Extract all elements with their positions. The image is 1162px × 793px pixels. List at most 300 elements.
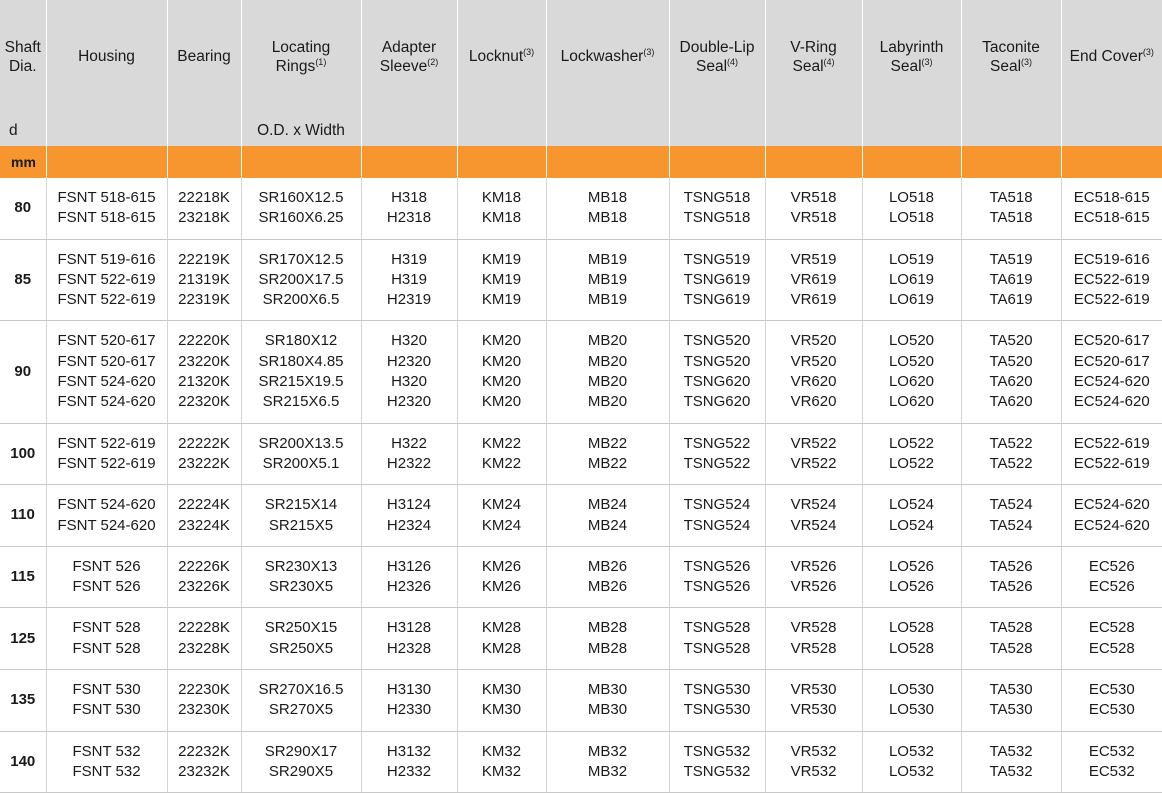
cell-value: H2322 <box>362 454 457 474</box>
cell-value: TSNG522 <box>670 434 765 454</box>
cell-value: MB20 <box>547 352 669 372</box>
column-header-adapter <box>361 0 457 146</box>
table-cell-labyrinth <box>862 423 961 485</box>
cell-value: KM22 <box>458 454 546 474</box>
cell-value: TSNG532 <box>670 762 765 782</box>
cell-value: FSNT 519-616 <box>47 250 167 270</box>
cell-value: LO522 <box>863 454 961 474</box>
cell-value: TSNG520 <box>670 352 765 372</box>
unit-cell <box>1061 146 1162 178</box>
cell-value: H2332 <box>362 762 457 782</box>
shaft-diameter: 110 <box>0 485 46 547</box>
table-cell-bearing <box>167 670 241 732</box>
table-cell-lockwasher <box>546 608 669 670</box>
cell-value: 22222K <box>168 434 241 454</box>
table-cell-taconite <box>961 670 1061 732</box>
cell-value: H2330 <box>362 700 457 720</box>
table-cell-lockwasher <box>546 423 669 485</box>
column-header-label <box>242 0 361 76</box>
table-cell-adapter <box>361 731 457 793</box>
table-cell-labyrinth <box>862 485 961 547</box>
cell-value: FSNT 524-620 <box>47 516 167 536</box>
cell-value: MB32 <box>547 762 669 782</box>
table-cell-locknut <box>457 670 546 732</box>
cell-value: EC524-620 <box>1062 516 1162 536</box>
cell-value: FSNT 522-619 <box>47 454 167 474</box>
column-header-lockwasher <box>546 0 669 146</box>
cell-value: 23230K <box>168 700 241 720</box>
cell-value: EC524-620 <box>1062 372 1162 392</box>
unit-cell <box>361 146 457 178</box>
table-cell-lockwasher <box>546 670 669 732</box>
cell-value: KM32 <box>458 762 546 782</box>
shaft-diameter: 140 <box>0 731 46 793</box>
unit-cell <box>241 146 361 178</box>
column-header-shaft <box>0 0 46 146</box>
cell-value: MB24 <box>547 516 669 536</box>
table-cell-adapter <box>361 485 457 547</box>
cell-value: VR524 <box>766 516 862 536</box>
cell-value: TSNG520 <box>670 331 765 351</box>
cell-value: FSNT 526 <box>47 557 167 577</box>
cell-value: KM26 <box>458 557 546 577</box>
table-cell-taconite <box>961 485 1061 547</box>
cell-value: LO619 <box>863 270 961 290</box>
table-cell-locknut <box>457 423 546 485</box>
cell-value: EC526 <box>1062 577 1162 597</box>
table-cell-locating <box>241 239 361 321</box>
cell-value: SR215X5 <box>242 516 361 536</box>
table-cell-adapter <box>361 546 457 608</box>
table-cell-doublelip <box>669 731 765 793</box>
cell-value: 21319K <box>168 270 241 290</box>
cell-value: H320 <box>362 331 457 351</box>
cell-value: MB19 <box>547 290 669 310</box>
cell-value: TA619 <box>962 270 1061 290</box>
cell-value: SR170X12.5 <box>242 250 361 270</box>
unit-cell <box>46 146 167 178</box>
header-row <box>0 0 1162 146</box>
table-cell-locating <box>241 423 361 485</box>
cell-value: TSNG528 <box>670 618 765 638</box>
header-line: Dia. <box>0 57 46 76</box>
cell-value: LO519 <box>863 250 961 270</box>
cell-value: TA530 <box>962 700 1061 720</box>
cell-value: 23228K <box>168 639 241 659</box>
cell-value: TA620 <box>962 392 1061 412</box>
cell-value: 23220K <box>168 352 241 372</box>
header-line: Locknut$^{(3)}$ <box>458 47 546 66</box>
cell-value: VR526 <box>766 577 862 597</box>
header-line: Bearing <box>168 47 241 66</box>
cell-value: FSNT 518-615 <box>47 188 167 208</box>
cell-value: H319 <box>362 270 457 290</box>
cell-value: SR200X17.5 <box>242 270 361 290</box>
table-row <box>0 239 1162 321</box>
header-line: V-Ring <box>766 38 862 57</box>
column-header-locknut <box>457 0 546 146</box>
table-row <box>0 178 1162 239</box>
column-header-taconite <box>961 0 1061 146</box>
cell-value: EC530 <box>1062 700 1162 720</box>
table-cell-endcover <box>1061 670 1162 732</box>
cell-value: KM30 <box>458 700 546 720</box>
table-cell-adapter <box>361 608 457 670</box>
table-cell-labyrinth <box>862 239 961 321</box>
cell-value: SR215X19.5 <box>242 372 361 392</box>
cell-value: VR522 <box>766 454 862 474</box>
header-line: Seal$^{(4)}$ <box>766 57 862 76</box>
table-cell-locating <box>241 670 361 732</box>
cell-value: TSNG530 <box>670 680 765 700</box>
cell-value: H3126 <box>362 557 457 577</box>
cell-value: LO524 <box>863 516 961 536</box>
header-line: Sleeve$^{(2)}$ <box>362 57 457 76</box>
table-cell-locknut <box>457 321 546 423</box>
cell-value: KM26 <box>458 577 546 597</box>
cell-value: H2319 <box>362 290 457 310</box>
table-cell-lockwasher <box>546 321 669 423</box>
cell-value: SR200X5.1 <box>242 454 361 474</box>
cell-value: FSNT 518-615 <box>47 208 167 228</box>
table-cell-labyrinth <box>862 670 961 732</box>
column-header-label <box>168 0 241 66</box>
cell-value: TA522 <box>962 454 1061 474</box>
cell-value: TA526 <box>962 557 1061 577</box>
cell-value: MB18 <box>547 208 669 228</box>
column-header-label <box>962 0 1061 76</box>
cell-value: 23232K <box>168 762 241 782</box>
table-cell-vring <box>765 321 862 423</box>
cell-value: TSNG522 <box>670 454 765 474</box>
column-header-label <box>547 0 669 66</box>
table-cell-bearing <box>167 608 241 670</box>
cell-value: KM20 <box>458 392 546 412</box>
column-header-vring <box>765 0 862 146</box>
cell-value: VR524 <box>766 495 862 515</box>
table-cell-taconite <box>961 321 1061 423</box>
column-sublabel: O.D. x Width <box>242 121 361 140</box>
cell-value: FSNT 524-620 <box>47 392 167 412</box>
cell-value: LO530 <box>863 700 961 720</box>
cell-value: MB20 <box>547 331 669 351</box>
footnote-marker: (1) <box>315 57 326 67</box>
unit-cell <box>862 146 961 178</box>
cell-value: TSNG526 <box>670 557 765 577</box>
cell-value: EC520-617 <box>1062 331 1162 351</box>
cell-value: LO526 <box>863 577 961 597</box>
table-cell-doublelip <box>669 546 765 608</box>
table-cell-doublelip <box>669 485 765 547</box>
cell-value: VR530 <box>766 700 862 720</box>
cell-value: TA522 <box>962 434 1061 454</box>
unit-cell <box>546 146 669 178</box>
cell-value: LO518 <box>863 188 961 208</box>
column-header-locating <box>241 0 361 146</box>
shaft-diameter: 135 <box>0 670 46 732</box>
cell-value: KM24 <box>458 516 546 536</box>
cell-value: MB26 <box>547 557 669 577</box>
table-cell-adapter <box>361 178 457 239</box>
cell-value: H3124 <box>362 495 457 515</box>
table-cell-vring <box>765 731 862 793</box>
shaft-diameter: 90 <box>0 321 46 423</box>
cell-value: EC524-620 <box>1062 392 1162 412</box>
table-cell-housing <box>46 423 167 485</box>
cell-value: MB26 <box>547 577 669 597</box>
table-cell-bearing <box>167 239 241 321</box>
cell-value: TA518 <box>962 208 1061 228</box>
cell-value: KM20 <box>458 372 546 392</box>
table-cell-doublelip <box>669 423 765 485</box>
cell-value: 23224K <box>168 516 241 536</box>
cell-value: VR520 <box>766 331 862 351</box>
table-cell-taconite <box>961 608 1061 670</box>
cell-value: H2320 <box>362 392 457 412</box>
table-cell-vring <box>765 670 862 732</box>
cell-value: VR528 <box>766 618 862 638</box>
cell-value: FSNT 526 <box>47 577 167 597</box>
cell-value: FSNT 532 <box>47 762 167 782</box>
cell-value: KM22 <box>458 434 546 454</box>
table-cell-housing <box>46 485 167 547</box>
cell-value: EC532 <box>1062 762 1162 782</box>
table-cell-housing <box>46 608 167 670</box>
cell-value: MB22 <box>547 454 669 474</box>
table-row <box>0 423 1162 485</box>
cell-value: VR620 <box>766 392 862 412</box>
cell-value: SR215X6.5 <box>242 392 361 412</box>
cell-value: TA532 <box>962 762 1061 782</box>
cell-value: VR619 <box>766 270 862 290</box>
cell-value: SR230X13 <box>242 557 361 577</box>
table-cell-housing <box>46 321 167 423</box>
footnote-marker: (3) <box>643 47 654 57</box>
table-cell-housing <box>46 178 167 239</box>
cell-value: EC519-616 <box>1062 250 1162 270</box>
cell-value: TSNG524 <box>670 516 765 536</box>
cell-value: VR520 <box>766 352 862 372</box>
footnote-marker: (2) <box>427 57 438 67</box>
cell-value: KM19 <box>458 270 546 290</box>
cell-value: MB28 <box>547 618 669 638</box>
cell-value: FSNT 532 <box>47 742 167 762</box>
cell-value: 22228K <box>168 618 241 638</box>
table-row <box>0 608 1162 670</box>
cell-value: EC528 <box>1062 639 1162 659</box>
table-cell-adapter <box>361 423 457 485</box>
table-cell-bearing <box>167 485 241 547</box>
cell-value: KM28 <box>458 618 546 638</box>
cell-value: KM28 <box>458 639 546 659</box>
cell-value: KM18 <box>458 208 546 228</box>
unit-cell <box>765 146 862 178</box>
table-cell-endcover <box>1061 731 1162 793</box>
table-cell-locating <box>241 485 361 547</box>
shaft-diameter: 125 <box>0 608 46 670</box>
table-cell-vring <box>765 608 862 670</box>
cell-value: TA520 <box>962 331 1061 351</box>
column-header-housing <box>46 0 167 146</box>
table-cell-adapter <box>361 670 457 732</box>
column-header-endcover <box>1061 0 1162 146</box>
cell-value: KM19 <box>458 250 546 270</box>
cell-value: EC522-619 <box>1062 434 1162 454</box>
cell-value: EC522-619 <box>1062 270 1162 290</box>
table-cell-bearing <box>167 546 241 608</box>
table-cell-doublelip <box>669 178 765 239</box>
footnote-marker: (4) <box>727 57 738 67</box>
cell-value: FSNT 522-619 <box>47 290 167 310</box>
cell-value: TSNG518 <box>670 208 765 228</box>
footnote-marker: (4) <box>824 57 835 67</box>
table-cell-locknut <box>457 731 546 793</box>
cell-value: KM19 <box>458 290 546 310</box>
unit-cell <box>669 146 765 178</box>
cell-value: TA526 <box>962 577 1061 597</box>
cell-value: FSNT 522-619 <box>47 270 167 290</box>
table-cell-doublelip <box>669 321 765 423</box>
cell-value: TSNG620 <box>670 392 765 412</box>
cell-value: TA530 <box>962 680 1061 700</box>
cell-value: VR528 <box>766 639 862 659</box>
cell-value: TA532 <box>962 742 1061 762</box>
cell-value: 22218K <box>168 188 241 208</box>
table-cell-endcover <box>1061 321 1162 423</box>
cell-value: LO520 <box>863 352 961 372</box>
cell-value: TA619 <box>962 290 1061 310</box>
cell-value: LO532 <box>863 742 961 762</box>
table-cell-lockwasher <box>546 485 669 547</box>
cell-value: TSNG526 <box>670 577 765 597</box>
cell-value: KM30 <box>458 680 546 700</box>
cell-value: VR532 <box>766 762 862 782</box>
cell-value: MB22 <box>547 434 669 454</box>
table-cell-lockwasher <box>546 546 669 608</box>
table-cell-lockwasher <box>546 178 669 239</box>
header-line: Adapter <box>362 38 457 57</box>
header-line: Locating <box>242 38 361 57</box>
cell-value: MB24 <box>547 495 669 515</box>
header-line: Lockwasher$^{(3)}$ <box>547 47 669 66</box>
table-cell-housing <box>46 670 167 732</box>
header-line: End Cover$^{(3)}$ <box>1062 47 1162 66</box>
cell-value: TSNG519 <box>670 250 765 270</box>
table-cell-locknut <box>457 485 546 547</box>
header-line: Seal$^{(4)}$ <box>670 57 765 76</box>
cell-value: 23218K <box>168 208 241 228</box>
cell-value: TSNG532 <box>670 742 765 762</box>
cell-value: TA518 <box>962 188 1061 208</box>
cell-value: MB28 <box>547 639 669 659</box>
table-cell-vring <box>765 546 862 608</box>
cell-value: TA519 <box>962 250 1061 270</box>
table-cell-bearing <box>167 178 241 239</box>
column-header-label <box>670 0 765 76</box>
column-header-label <box>766 0 862 76</box>
cell-value: VR620 <box>766 372 862 392</box>
cell-value: LO530 <box>863 680 961 700</box>
table-row <box>0 670 1162 732</box>
header-line: Seal$^{(3)}$ <box>863 57 961 76</box>
unit-cell <box>167 146 241 178</box>
cell-value: MB19 <box>547 270 669 290</box>
cell-value: SR270X5 <box>242 700 361 720</box>
cell-value: SR200X6.5 <box>242 290 361 310</box>
cell-value: 22220K <box>168 331 241 351</box>
cell-value: FSNT 524-620 <box>47 495 167 515</box>
table-row <box>0 546 1162 608</box>
table-cell-housing <box>46 546 167 608</box>
table-cell-doublelip <box>669 608 765 670</box>
cell-value: H318 <box>362 188 457 208</box>
cell-value: TSNG620 <box>670 372 765 392</box>
cell-value: VR619 <box>766 290 862 310</box>
column-header-bearing <box>167 0 241 146</box>
cell-value: MB32 <box>547 742 669 762</box>
table-cell-vring <box>765 239 862 321</box>
table-cell-locating <box>241 321 361 423</box>
cell-value: KM24 <box>458 495 546 515</box>
table-cell-taconite <box>961 239 1061 321</box>
cell-value: TSNG528 <box>670 639 765 659</box>
table-cell-bearing <box>167 321 241 423</box>
cell-value: H3128 <box>362 618 457 638</box>
cell-value: FSNT 528 <box>47 618 167 638</box>
cell-value: SR215X14 <box>242 495 361 515</box>
cell-value: TSNG530 <box>670 700 765 720</box>
table-cell-endcover <box>1061 178 1162 239</box>
cell-value: SR160X12.5 <box>242 188 361 208</box>
shaft-diameter: 100 <box>0 423 46 485</box>
table-cell-locknut <box>457 239 546 321</box>
cell-value: VR530 <box>766 680 862 700</box>
cell-value: FSNT 522-619 <box>47 434 167 454</box>
column-header-label <box>458 0 546 66</box>
cell-value: VR518 <box>766 208 862 228</box>
cell-value: SR230X5 <box>242 577 361 597</box>
cell-value: H2318 <box>362 208 457 228</box>
cell-value: H3130 <box>362 680 457 700</box>
header-line: Seal$^{(3)}$ <box>962 57 1061 76</box>
cell-value: SR290X5 <box>242 762 361 782</box>
cell-value: SR200X13.5 <box>242 434 361 454</box>
cell-value: H2326 <box>362 577 457 597</box>
table-cell-endcover <box>1061 423 1162 485</box>
table-cell-taconite <box>961 731 1061 793</box>
table-cell-locating <box>241 546 361 608</box>
table-cell-taconite <box>961 423 1061 485</box>
cell-value: LO620 <box>863 372 961 392</box>
cell-value: VR519 <box>766 250 862 270</box>
cell-value: 22224K <box>168 495 241 515</box>
cell-value: VR518 <box>766 188 862 208</box>
unit-label: mm <box>0 146 46 178</box>
cell-value: 22230K <box>168 680 241 700</box>
cell-value: FSNT 520-617 <box>47 352 167 372</box>
table-cell-locknut <box>457 178 546 239</box>
table-body <box>0 178 1162 793</box>
cell-value: FSNT 524-620 <box>47 372 167 392</box>
cell-value: EC530 <box>1062 680 1162 700</box>
cell-value: TA524 <box>962 495 1061 515</box>
column-header-labyrinth <box>862 0 961 146</box>
cell-value: VR532 <box>766 742 862 762</box>
cell-value: LO532 <box>863 762 961 782</box>
cell-value: LO528 <box>863 618 961 638</box>
cell-value: SR290X17 <box>242 742 361 762</box>
table-cell-bearing <box>167 423 241 485</box>
